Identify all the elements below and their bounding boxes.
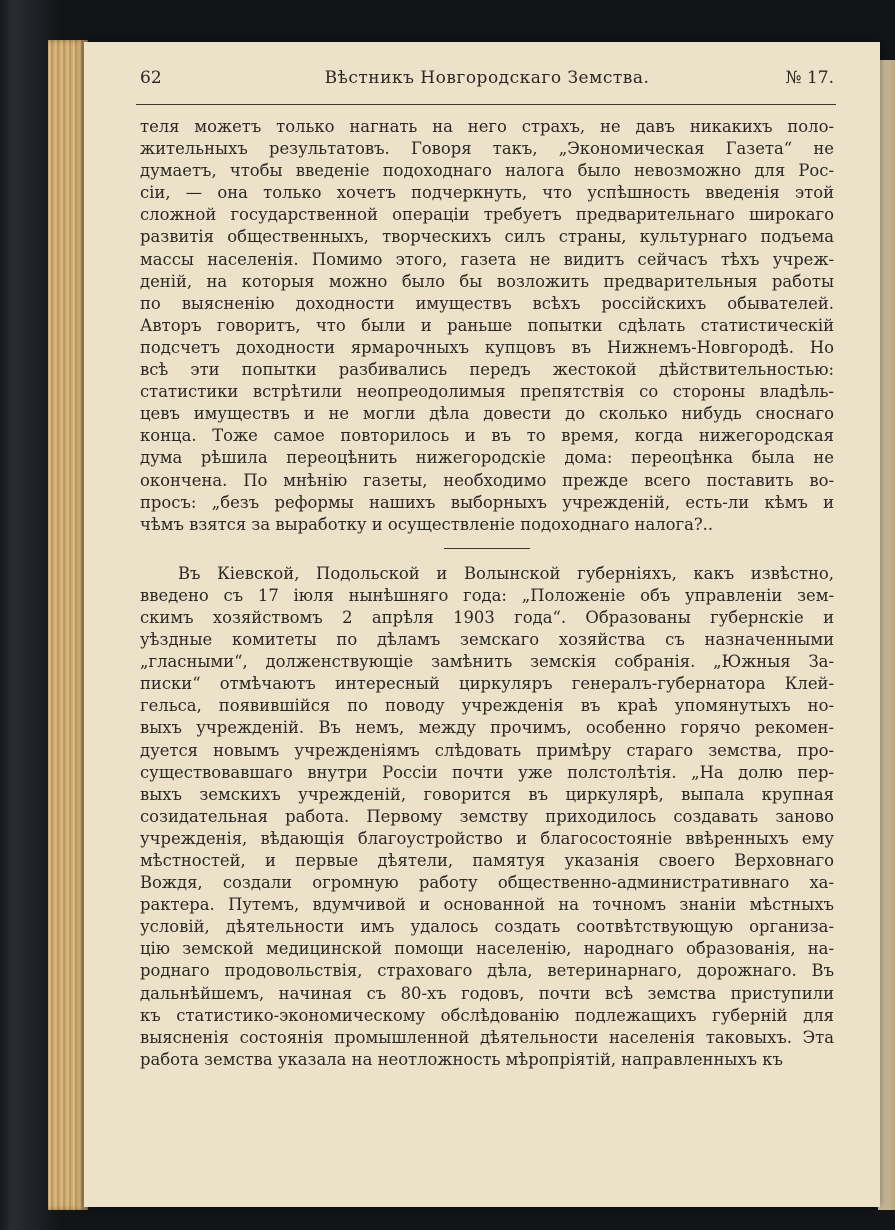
section-separator	[444, 548, 530, 549]
text-line: уѣздные комитеты по дѣламъ земскаго хозяйства съ назначенными	[140, 630, 834, 650]
text-line: сіи, — она только хочетъ подчеркнуть, что успѣшность введенія этой	[140, 183, 834, 203]
text-line: скимъ хозяйствомъ 2 апрѣля 1903 года“. Образованы губернскіе и	[140, 607, 834, 627]
text-line: Авторъ говоритъ, что были и раньше попытки сдѣлать статистическій	[140, 315, 834, 335]
text-line: „гласными“, долженствующіе замѣнить земскія собранія. „Южныя За-	[140, 652, 834, 672]
header-rule	[136, 104, 836, 105]
text-line: массы населенія. Помимо этого, газета не видитъ сейчасъ тѣхъ учреж-	[140, 249, 834, 269]
text-line: развитія общественныхъ, творческихъ силъ страны, культурнаго подъема	[140, 227, 834, 247]
text-line: гельса, появившійся по поводу учрежденія въ краѣ упомянутыхъ но-	[140, 696, 834, 716]
journal-title: Вѣстникъ Новгородскаго Земства.	[324, 68, 650, 88]
text-line: дуется новымъ учрежденіямъ слѣдовать примѣру стараго земства, про-	[140, 740, 834, 760]
text-line: дума рѣшила переоцѣнить нижегородскіе дома: переоцѣнка была не	[140, 448, 834, 468]
paragraph-2	[140, 563, 834, 1071]
text-line: по выясненію доходности имуществъ всѣхъ россійскихъ обывателей.	[140, 293, 834, 313]
text-line: выясненія состоянія промышленной дѣятельности населенія таковыхъ. Эта	[140, 1027, 834, 1047]
text-line: деній, на которыя можно было бы возложить предварительныя работы	[140, 271, 834, 291]
text-line: выхъ земскихъ учрежденій, говорится въ циркулярѣ, выпала крупная	[140, 784, 834, 804]
text-line: выхъ учрежденій. Въ немъ, между прочимъ, особенно горячо рекомен-	[140, 718, 834, 738]
page-stack-edge	[878, 60, 895, 1210]
text-line: къ статистико-экономическому обслѣдованію подлежащихъ губерній для	[140, 1005, 834, 1025]
text-line: конца. Тоже самое повторилось и въ то время, когда нижегородская	[140, 426, 834, 446]
article-body	[140, 116, 834, 1071]
text-line: теля можетъ только нагнать на него страхъ, не давъ никакихъ поло-	[140, 117, 834, 136]
text-line: статистики встрѣтили неопреодолимыя препятствія со стороны владѣль-	[140, 382, 834, 402]
text-line: существовавшаго внутри Россіи почти уже полстолѣтія. „На долю пер-	[140, 762, 834, 782]
text-line: Въ Кіевской, Подольской и Волынской губерніяхъ, какъ извѣстно,	[178, 563, 834, 583]
text-line: писки“ отмѣчаютъ интересный циркуляръ генералъ-губернатора Клей-	[140, 674, 834, 694]
text-line: рактера. Путемъ, вдумчивой и основанной на точномъ знаніи мѣстныхъ	[140, 895, 834, 915]
text-line: всѣ эти попытки разбивались передъ жестокой дѣйствительностью:	[140, 360, 834, 380]
text-line: созидательная работа. Первому земству приходилось создавать заново	[140, 806, 834, 826]
text-line: цію земской медицинской помощи населенію, народнаго образованія, на-	[140, 939, 834, 959]
text-line: Вождя, создали огромную работу общественно-административнаго ха-	[140, 873, 834, 893]
text-line: учрежденія, вѣдающія благоустройство и благосостояніе ввѣренныхъ ему	[140, 828, 834, 848]
text-line: подсчетъ доходности ярмарочныхъ купцовъ въ Нижнемъ-Новгородѣ. Но	[140, 337, 834, 357]
text-line: цевъ имуществъ и не могли дѣла довести до сколько нибудь сноснаго	[140, 404, 834, 424]
paragraph-1	[140, 116, 834, 536]
text-line: введено съ 17 іюля нынѣшняго года: „Положеніе объ управленіи зем-	[140, 585, 834, 605]
text-line: работа земства указала на неотложность мѣропріятій, направленныхъ къ	[140, 1049, 783, 1069]
text-line: окончена. По мнѣнію газеты, необходимо прежде всего поставить во-	[140, 470, 834, 490]
book-binding-edge	[48, 40, 88, 1210]
book-page	[84, 42, 880, 1207]
text-line: роднаго продовольствія, страховаго дѣла, ветеринарнаго, дорожнаго. Въ	[140, 961, 834, 981]
text-line: чѣмъ взятся за выработку и осуществленіе подоходнаго налога?..	[140, 514, 714, 534]
text-line: просъ: „безъ реформы нашихъ выборныхъ учрежденій, есть-ли кѣмъ и	[140, 492, 834, 512]
text-line: условій, дѣятельности имъ удалось создать соотвѣтствующую организа-	[140, 917, 834, 937]
page-number: 62	[140, 68, 162, 88]
text-line: думаетъ, чтобы введеніе подоходнаго налога было невозможно для Рос-	[140, 161, 834, 181]
text-line: дальнѣйшемъ, начиная съ 80-хъ годовъ, почти всѣ земства приступили	[140, 983, 834, 1003]
text-line: сложной государственной операціи требуетъ предварительнаго широкаго	[140, 205, 834, 225]
text-line: мѣстностей, и первые дѣятели, памятуя указанія своего Верховнаго	[140, 851, 834, 870]
text-line: жительныхъ результатовъ. Говоря такъ, „Экономическая Газета“ не	[140, 139, 834, 159]
running-header	[140, 68, 834, 100]
issue-number: № 17.	[785, 68, 834, 88]
